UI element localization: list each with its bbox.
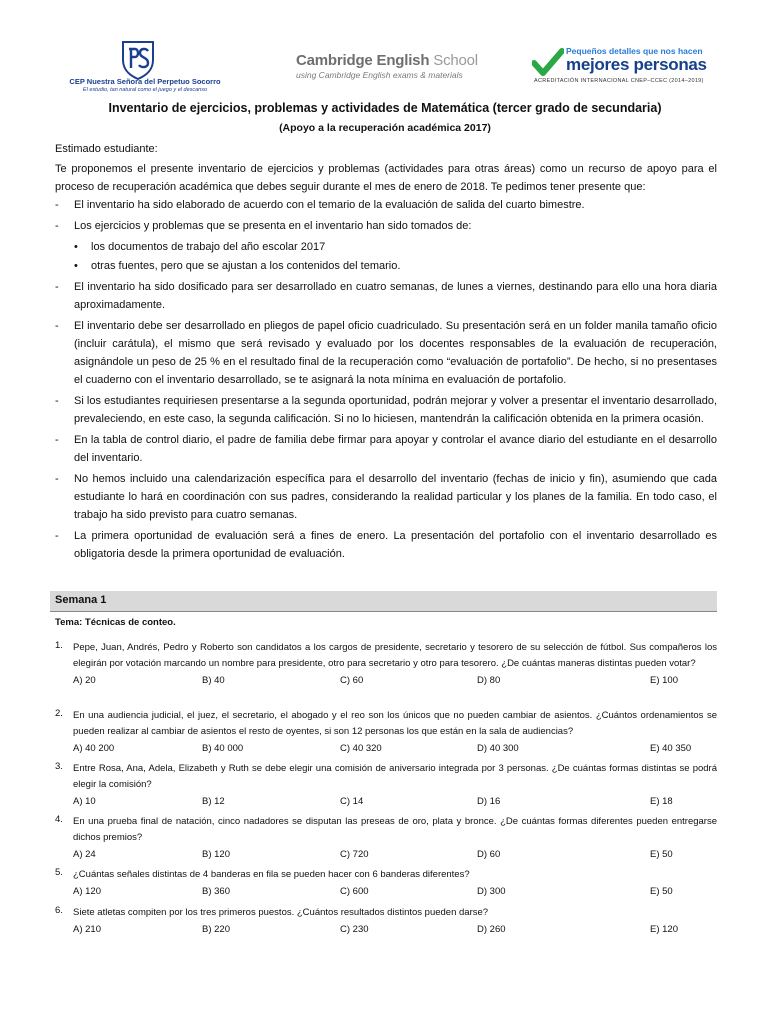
document-subtitle: (Apoyo a la recuperación académica 2017): [279, 122, 491, 134]
option-b: B) 40 000: [202, 743, 244, 754]
list-item: - No hemos incluido una calendarización específica para el desarrollo del inventario (fechas de inicio y fin), asumiendo que cada estudiante lo hará en coordinación con sus padres, considerando la realidad particular y los planes de la familia. En todo caso, el trabajo ha sido previsto para cuatro semanas.: [55, 470, 717, 524]
instructions-list: [55, 196, 717, 566]
exercise-number: 6.: [55, 905, 63, 916]
option-a: A) 210: [73, 924, 101, 935]
option-a: A) 40 200: [73, 743, 115, 754]
slogan-top: Pequeños detalles que nos hacen: [566, 46, 703, 56]
list-item: - Si los estudiantes requiriesen presentarse a la segunda oportunidad, podrán mejorar y volver a presentar el inventario desarrollado, prevaleciendo, en este caso, la segunda calificación. Si no lo hiciesen, mantendrán la calificación obtenida en la primera ocasión.: [55, 392, 717, 428]
option-d: D) 80: [477, 675, 501, 686]
topic-label: Tema: Técnicas de conteo.: [55, 617, 176, 628]
cambridge-subtitle: using Cambridge English exams & materials: [296, 70, 463, 80]
option-b: B) 120: [202, 849, 230, 860]
option-c: C) 600: [340, 886, 369, 897]
option-d: D) 16: [477, 796, 501, 807]
exercise-options: [55, 743, 717, 758]
source-item: • los documentos de trabajo del año escolar 2017: [74, 238, 717, 256]
exercise-question: ¿Cuántas señales distintas de 4 banderas en fila se pueden hacer con 6 banderas diferentes?: [73, 869, 470, 880]
exercise-options: [55, 924, 717, 939]
option-e: E) 18: [650, 796, 673, 807]
list-item: - La primera oportunidad de evaluación será a fines de enero. La presentación del portafolio con el inventario desarrollado es obligatoria desde la primera oportunidad de evaluación.: [55, 527, 717, 563]
school-motto: El estudio, tan natural como el juego y el descanso: [82, 87, 208, 93]
school-name: CEP Nuestra Señora del Perpetuo Socorro: [69, 77, 221, 86]
option-c: C) 230: [340, 924, 369, 935]
intro-paragraph: Te proponemos el presente inventario de ejercicios y problemas (actividades para otras áreas) como un recurso de apoyo para el proceso de recuperación académica que debes seguir durante el mes de enero de 2018. Te pedimos tener presente que:: [55, 163, 717, 193]
exercise: [55, 867, 717, 901]
exercise-options: [55, 886, 717, 901]
school-logo: [60, 40, 230, 96]
option-c: C) 40 320: [340, 743, 382, 754]
greeting: Estimado estudiante:: [55, 143, 158, 155]
source-item: • otras fuentes, pero que se ajustan a los contenidos del temario.: [74, 257, 717, 275]
option-d: D) 40 300: [477, 743, 519, 754]
option-a: A) 24: [73, 849, 96, 860]
option-b: B) 12: [202, 796, 225, 807]
exercise: [55, 761, 717, 811]
exercise: [55, 708, 717, 758]
exercise-number: 2.: [55, 708, 63, 719]
week-header: [50, 591, 717, 612]
list-item: - El inventario ha sido dosificado para ser desarrollado en cuatro semanas, de lunes a viernes, destinando para ello una hora diaria aproximadamente.: [55, 278, 717, 314]
option-e: E) 100: [650, 675, 678, 686]
exercise-question: Siete atletas compiten por los tres primeros puestos. ¿Cuántos resultados distintos pueden darse?: [73, 907, 489, 918]
exercise-number: 4.: [55, 814, 63, 825]
option-e: E) 40 350: [650, 743, 692, 754]
cambridge-logo: [296, 52, 496, 86]
option-e: E) 120: [650, 924, 678, 935]
exercise-question: Pepe, Juan, Andrés, Pedro y Roberto son candidatos a los cargos de presidente, secretario y tesorero de su selección de fútbol. Sus compañeros los elegirán por votación marcando un nombre para presidente, otro para secretario y otro para tesorero. ¿De cuántas maneras distintas pueden votar?: [73, 642, 717, 669]
option-d: D) 60: [477, 849, 501, 860]
exercise-number: 1.: [55, 640, 63, 651]
option-c: C) 60: [340, 675, 364, 686]
exercise-number: 3.: [55, 761, 63, 772]
option-b: B) 40: [202, 675, 225, 686]
week-label: Semana 1: [55, 594, 107, 606]
shield-icon: [120, 40, 156, 80]
option-b: B) 360: [202, 886, 230, 897]
checkmark-icon: [532, 48, 564, 76]
sources-list: [74, 238, 717, 275]
exercise-number: 5.: [55, 867, 63, 878]
option-d: D) 260: [477, 924, 506, 935]
slogan-logo: [532, 46, 732, 90]
accreditation-text: ACREDITACIÓN INTERNACIONAL CNEP–CCEC (2014–2019): [534, 78, 704, 84]
list-item: - El inventario ha sido elaborado de acuerdo con el temario de la evaluación de salida del cuarto bimestre.: [55, 196, 717, 214]
option-a: A) 10: [73, 796, 96, 807]
list-item: - En la tabla de control diario, el padre de familia debe firmar para apoyar y controlar el avance diario del estudiante en el desarrollo del inventario.: [55, 431, 717, 467]
exercise-options: [55, 675, 717, 690]
exercise-question: En una prueba final de natación, cinco nadadores se disputan las preseas de oro, plata y bronce. ¿De cuántas formas diferentes pueden entregarse dichos premios?: [73, 816, 717, 843]
exercise-options: [55, 849, 717, 864]
exercise-options: [55, 796, 717, 811]
option-e: E) 50: [650, 886, 673, 897]
option-c: C) 720: [340, 849, 369, 860]
cambridge-title: Cambridge English: [296, 52, 430, 69]
option-d: D) 300: [477, 886, 506, 897]
exercise-question: En una audiencia judicial, el juez, el secretario, el abogado y el reo son los únicos que no pueden cambiar de asientos. ¿Cuántos ordenamientos se pueden realizar al cambiar de asientos el resto de oyentes, si son 12 personas los que están en la sala de audiencias?: [73, 710, 717, 737]
cambridge-title-school: School: [433, 52, 478, 69]
option-b: B) 220: [202, 924, 230, 935]
list-item: - El inventario debe ser desarrollado en pliegos de papel oficio cuadriculado. Su presentación será en un folder manila tamaño oficio (incluir carátula), el mismo que será revisado y evaluado por los docentes responsables de la evaluación de recuperación, asignándole un peso de 25 % en el resultado final de la recuperación como “evaluación de portafolio”. De hecho, si no presentases el cuaderno con el inventario desarrollado, se te asignará la nota mínima en evaluación de portafolio.: [55, 317, 717, 389]
option-a: A) 20: [73, 675, 96, 686]
option-a: A) 120: [73, 886, 101, 897]
option-e: E) 50: [650, 849, 673, 860]
slogan-main: mejores personas: [566, 55, 707, 74]
exercise-question: Entre Rosa, Ana, Adela, Elizabeth y Ruth se debe elegir una comisión de aniversario integrada por 3 personas. ¿De cuántas formas distintas se podrá elegir la comisión?: [73, 763, 717, 790]
list-item: - Los ejercicios y problemas que se presenta en el inventario han sido tomados de: • los documentos de trabajo del año escolar 2017 • otras fuentes, pero que se ajustan a los contenidos del temario.: [55, 217, 717, 275]
document-title: Inventario de ejercicios, problemas y actividades de Matemática (tercer grado de secundaria): [108, 101, 662, 115]
exercise: [55, 905, 717, 939]
exercise: [55, 640, 717, 690]
exercise: [55, 814, 717, 864]
option-c: C) 14: [340, 796, 364, 807]
